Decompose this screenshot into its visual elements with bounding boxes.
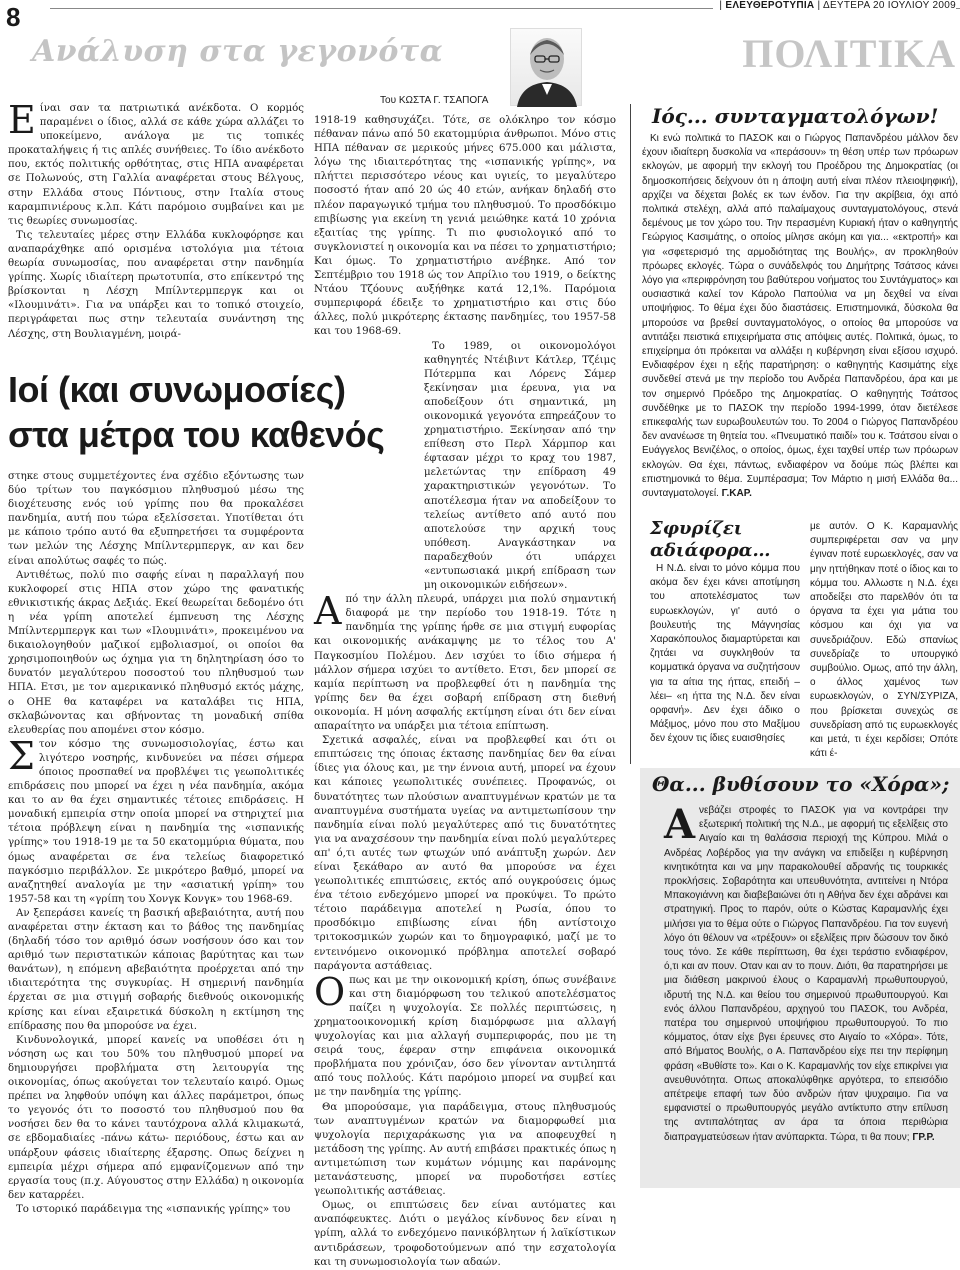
article-paragraph: Στον κόσμο της συνωμοσιολογίας, έστω και λιγότερο νοσηρής, κινδυνεύει να πέσει σήμερα όποιος προσπαθεί να προβλέψει τις γεωπολιτικές επιδράσεις που μπορεί να έχει η νέα πανδημία, ακόμα και το αν θα έχει σημαντικές τέτοιες επιδράσεις. Η μοναδική εμπειρία στην οποία μπορεί να στηριχτεί μια τέτοια πρόβλεψη είναι η πανδημία της «ισπανικής γρίπης» του 1918-19 με τα 50 εκατομμύρια θύματα, που όμως αναφέρεται σε ένα τελείως διαφορετικό παγκόσμιο περιβάλλον. Σε μικρότερο βαθμό, μπορεί να αναζητηθεί αναλογία με την «ασιατική γρίπη» του 1957-58 και τη «γρίπη του Χονγκ Κονγκ» του 1968-69. xyxy=(8,733,304,905)
article-paragraph: Το 1989, οι οικονομολόγοι καθηγητές Ντέιβιντ Κάτλερ, Τζέιμς Πότερμπα και Λόρενς Σάμερ ξεκίνησαν μια έρευνα, για να αποδείξουν ότι σημαντικά, μη οικονομικά γεγονότα επηρεάζουν το χρηματιστήριο. Ξεκίνησαν από την επίθεση στο Περλ Χάρμπορ και έφτασαν μέχρι το κραχ του 1987, μελετώντας την επίδραση 49 χαρακτηριστικών γεγονότων. Το αποτέλεσμα ήταν να αποδείξουν το τελείως αντίθετο από αυτό που αποτελούσε την αρχική τους υπόθεση. Αναγκάστηκαν να παραδεχθούν ότι υπάρχει «εντυπωσιακά μικρή επίδραση των μη οικονομικών ειδήσεων». xyxy=(424,340,616,592)
sidebar-title-hora: Θα... βυθίσουν το «Χόρα»; xyxy=(652,772,950,796)
article-paragraph: Αντιθέτως, πολύ πιο σαφής είναι η παραλλαγή που κυκλοφορεί στις ΗΠΑ στον χώρο της φανατικής εθνικιστικής άκρας Δεξιάς. Εκεί θεωρείται δεδομένο ότι η νέα γρίπη αποτελεί έμπνευση της Λέσχης Μπίλντερμπεργκ και των «Ιλουμινάτι», προκειμένου να δικαιολογηθούν μαζικοί εμβολιασμοί, οι οποίοι θα χρησιμοποιηθούν ως όχημα για τη δηλητηρίαση όσο το δυνατόν μεγαλύτερου ποσοστού του πληθυσμού των ΗΠΑ. Ετσι, με τον αμερικανικό πληθυσμό εκτός μάχης, ο ΟΗΕ θα καταφέρει να καταλάβει τις ΗΠΑ, σκλαβώνοντας και σβήνοντας τη μοναδική σπίθα ελευθερίας που απομένει στον κόσμο. xyxy=(8,569,304,736)
article-column-1-bottom xyxy=(8,470,304,1215)
drop-cap: Ε xyxy=(8,98,36,142)
section-title-politics: ΠΟΛΙΤΙΚΑ xyxy=(742,31,956,76)
headline-line-2: στα μέτρα του καθενός xyxy=(8,414,385,455)
article-paragraph: 1918-19 καθησυχάζει. Τότε, σε ολόκληρο τον κόσμο πέθαναν πάνω από 50 εκατομμύρια άνθρωποι. Μόνο στις ΗΠΑ πέθαναν σε μερικούς μήνες 675.000 και μάλιστα, λόγω της ιδιαιτερότητας της «ισπανικής γρίπης», να πλήττει περισσότερο νέους και υγιείς, το μεγαλύτερο ποσοστό ήταν από 20 ώς 40 ετών, ανήκαν δηλαδή στο πλέον παραγωγικό τμήμα του πληθυσμού. Το προσδόκιμο επιβίωσης για εκείνη τη γενιά μειώθηκε κατά 10 χρόνια εξαιτίας της γρίπης. Τι πιο φυσιολογικό από το συγκλονιστεί η οικονομία και να πέσει το χρηματιστήριο; Και όμως. Το χρηματιστήριο ανέβηκε. Από τον Σεπτέμβριο του 1918 ώς τον Απρίλιο του 1919, ο δείκτης Ντάου Τζόουνς αυξήθηκε κατά 12,1%. Παρόμοια συμπεριφορά έδειξε το χρηματιστήριο και στις δύο άλλες, πολύ μικρότερης έκτασης πανδημίες, του 1957-58 και του 1968-69. xyxy=(314,115,616,338)
article-paragraph: Θα μπορούσαμε, για παράδειγμα, στους πληθυσμούς των αναπτυγμένων κρατών να διαμορφωθεί μια ψυχολογία περιχαράκωσης για να αποφευχθεί η μετάδοση της γρίπης. Αν αυτή επιβάσει πρακτικές όπως η αντιμετώπιση των κυμάτων νόμιμης και παράνομης μετανάστευσης, μπορεί να πυροδοτήσει εστίες γεωπολιτικής αστάθειας. xyxy=(314,1101,616,1198)
article-column-2 xyxy=(314,114,616,1268)
author-signature: Γ.ΚΑΡ. xyxy=(721,488,752,500)
issue-date: ΔΕΥΤΕΡΑ 20 ΙΟΥΛΙΟΥ 2009 xyxy=(822,0,956,11)
sidebar-paragraph: Κι ενώ πολιτικά το ΠΑΣΟΚ και ο Γιώργος Παπανδρέου μάλλον δεν έχουν ιδιαίτερη δυσκολία να «περάσουν» τη θέση υπέρ των πρόωρων εκλογών, με αφορμή την εκλογή του Προέδρου της Δημοκρατίας (οι δημοσκοπήσεις δείχνουν ότι η άποψη αυτή είναι πλέον πλειοψηφική), αρχίζει να δέχεται βολές εκ των ένδον. Για την ακρίβεια, όχι από πολιτικά στελέχη, αλλά από παλαίμαχους συνταγματολόγους, στενά δεμένους με τον χώρο του. Την περασμένη Κυριακή ήταν ο καθηγητής Γεώργιος Κασιμάτης, ο οποίος μίλησε ακόμη και για... «εκτροπή» και για «σφετερισμό της αρμοδιότητας της Βουλής», αν προκληθούν πρόωρες εκλογές. Τώρα ο συνάδελφός του Δημήτρης Τσάτσος κάνει λόγο για «περιφρόνηση του βαθύτερου νοήματος του Συντάγματος» και ουσιαστικά καλεί τον Κάρολο Παπούλια να μη δεχθεί να είναι υποψήφιος. Το θέμα έχει δύο διαστάσεις. Επιστημονικά, δύσκολα θα μπορούσε να βρεθεί συνταγματολόγος, ο οποίος θα μπορούσε να αντιτάξει πειστικά επιχειρήματα στις απόψεις αυτές. Πολιτικά, όμως, το επιχείρημα ότι πρόκειται να αλλάξει η κυβέρνηση είναι εξίσου ισχυρό. Ενδιαφέρον έχει η εξής παρατήρηση: ο καθηγητής Κασιμάτης είχε συνδεθεί στενά με την περίοδο του Ανδρέα Παπανδρέου, άρα και με τον σημερινό Πρόεδρο της Δημοκρατίας. Ο καθηγητής Τσάτσος συνδέθηκε με το ΠΑΣΟΚ την περίοδο 1994-1999, όταν διετέλεσε επικεφαλής των ευρωβουλευτών του. Το 2004 ο Γιώργος Παπανδρέου δεν ανανέωσε τη θητεία του. «Πνευματικό παιδί» του κ. Τσάτσου είναι ο Ευάγγελος Βενιζέλος, ο οποίος, όμως, έχει ταχθεί υπέρ των πρόωρων εκλογών. Θα έχει, πάντως, ενδιαφέρον να δούμε πώς βλέπει και επιστημονικά το θέμα. Συμπέρασμα; Τον Μάρτιο η μισή Ελλάδα θα... συνταγματολογεί. Γ.ΚΑΡ. xyxy=(642,133,958,500)
article-column-1-top xyxy=(8,98,304,360)
author-photo xyxy=(510,28,582,106)
article-paragraph: Από την άλλη πλευρά, υπάρχει μια πολύ σημαντική διαφορά με την περίοδο του 1918-19. Τότε η πανδημία της γρίπης ήρθε σε μια στιγμή ευφορίας και οικονομικής ανάκαμψης με το τέλος του Α' Παγκοσμίου Πολέμου. Δεν ισχύει το ίδιο σήμερα ή μάλλον σήμερα ισχύει το αντίθετο. Ετσι, δεν μπορεί σε καμία περίπτωση να προβλεφθεί ότι η πανδημία της γρίπης δεν θα έχει σοβαρή επίδραση στη διεθνή οικονομία. Η μόνη ασφαλής εκτίμηση είναι ότι δεν είναι απαραίτητο να υπάρξει μια τέτοια επίπτωση. xyxy=(314,589,616,733)
paper-name: ΕΛΕΥΘΕΡΟΤΥΠΙΑ xyxy=(725,0,815,11)
article-paragraph: Το ιστορικό παράδειγμα της «ισπανικής γρίπης» του xyxy=(16,1203,291,1215)
article-paragraph: Κινδυνολογικά, μπορεί κανείς να υποθέσει ότι η νόσηση ως και του 50% του πληθυσμού μπορεί να δημιουργήσει προβλήματα στη λειτουργία της οικονομίας, όπως ακούγεται τον τελευταίο καιρό. Ομως πρέπει να ληφθούν υπόψη και άλλες παράμετροι, όπως το γεγονός ότι το ποσοστό του πληθυσμού που θα νοσήσει δεν θα το κάνει ταυτόχρονα αλλά κλιμακωτά, σε εβδομαδιαίες -πάνω κάτω- περιόδους, έστω και αν υπάρξουν φάσεις ιδιαίτερης έξαρσης. Οπως δείχνει η εμπειρία μέχρι σήμερα από εμφανίζομενων από την εργασία τους (π.χ. Αύγουστος στην Ελλάδα) η οικονομία δεν καταρρέει. xyxy=(8,1034,304,1201)
column-divider xyxy=(630,104,631,764)
drop-cap: Ο xyxy=(314,969,346,1014)
article-paragraph: Είναι σαν τα πατριωτικά ανέκδοτα. Ο κορμός παραμένει ο ίδιος, αλλά σε κάθε χώρα αλλάζει το υποκείμενο, ανάλογα με τις τοπικές προκαταλήψεις ή τις απλές συνήθειες. Το ίδιο ανέκδοτο που, εκτός πολιτικής ορθότητας, στις ΗΠΑ αναφέρεται σε Πολωνούς, στη Γαλλία αναφέρεται στους Βέλγους, στην Ελλάδα στους Πόντιους, στην Ιταλία στους καραμπινιέρους κ.λπ. Κάτι παρόμοιο συμβαίνει και με τις θεωρίες συνωμοσίας. xyxy=(8,98,304,227)
sidebar-text-whistling-right: με αυτόν. Ο Κ. Καραμανλής συμπεριφέρεται σαν να μην έγιναν ποτέ ευρωεκλογές, σαν να μην ηττήθηκαν ποτέ ο ίδιος και το κόμμα του. Αλλωστε η Ν.Δ. έχει αποδείξει στο παρελθόν ότι τα όργανα τα έχει για μάτια του κόσμου και όχι για να συνεδριάζουν. Εδώ σπανίως συνεδρίαζε το υπουργικό συμβούλιο. Ομως, από την άλλη, ο άλλος χαμένος των ευρωεκλογών, ο ΣΥΝ/ΣΥΡΙΖΑ, που βρίσκεται συνεχώς σε συνεδρίαση από τις ευρωεκλογές και μετά, τι έχει κερδίσει; Οπότε κάτι έ- xyxy=(810,521,958,760)
article-paragraph: στηκε στους συμμετέχοντες ένα σχέδιο εξόντωσης των δύο τρίτων του παγκόσμιου πληθυσμού μέσω της διοχέτευσης ενός ιού γρίπης που θα προκαλέσει πανδημία, αυτή που τώρα εξελίσσεται. Υποτίθεται ότι με κάποιο τρόπο αυτό θα εξυπηρετήσει τα συμφέροντα των μελών της Λέσχης Μπίλντερμπεργκ, αν και δεν είναι απολύτως σαφές το πώς. xyxy=(8,471,304,567)
section-title-analysis: Ανάλυση στα γεγονότα xyxy=(32,34,444,69)
article-paragraph: Τις τελευταίες μέρες στην Ελλάδα κυκλοφόρησε και αναπαράχθηκε από ορισμένα ιστολόγια μια τέτοια θεωρία συνωμοσίας, που αναφέρεται στην πανδημία γρίπης. Χωρίς ιδιαίτερη πρωτοτυπία, στο επίκεντρό της βρίσκονται η Λέσχη Μπίλντερμπεργκ και οι «Ιλουμινάτι». Για να υπάρξει και το τοπικό στοιχείο, περιγράφεται πως στην τελευταία συνάντηση της Λέσχης, στη Βουλιαγμένη, μοιρά- xyxy=(8,229,304,340)
article-paragraph: Οπως και με την οικονομική κρίση, όπως συνέβαινε και στη διαμόρφωση του τελικού αποτελέσματος παίζει η ψυχολογία. Σε πολλές περιπτώσεις, η χρηματοοικονομική κρίση διαμόρφωσε μια αλλαγή ψυχολογίας και μια αλλαγή συμπεριφοράς, που με τη σειρά τους, έφεραν στην επιφάνεια οικονομικά προβλήματα που χρόνιζαν, όσο δεν γίνονταν αντιληπτά από τους πολλούς. Κάτι παρόμοιο μπορεί να συμβεί και με την πανδημία της γρίπης. xyxy=(314,969,616,1099)
article-paragraph: Σχετικά ασφαλές, είναι να προβλεφθεί και ότι οι επιπτώσεις της όποιας έκτασης πανδημίας δεν θα είναι ίδιες για όλους και, με την έννοια αυτή, μπορεί να έχουν και κάποιες γεωπολιτικές συνέπειες. Προφανώς, οι δυνατότητες των πλούσιων αναπτυγμένων κρατών με τα αναπτυγμένα συστήματα υγείας να αντιμετωπίσουν την πανδημία είναι πολύ μεγαλύτερες από τις δυνατότητες για να αναχσέσουν την πανδημία είναι πολύ μεγαλύτερες απ' ό,τι αυτές των φτωχών υπό ανάπτυξη χωρών. Δεν είναι ξεκάθαρο αν αυτό θα μπορούσε να έχει γεωπολιτικές επιπτώσεις, εκτός από ουγκρούσεις όμως ένα τέτοιο ενδεχόμενο μπορεί να προκύψει. Το πρώτο τέτοιο παράδειγμα αποτελεί η Ρωσία, όπου το προσδόκιμο επιβίωσης είναι ήδη αντίστοιχο τριτοκοσμικών χωρών και το δημογραφικό, μαζί με το εντεινόμενο οικονομικό πρόβλημα αποτελεί σοβαρό παράγοντα αστάθειας. xyxy=(314,735,616,972)
sidebar-paragraph: Ανεβάζει στροφές το ΠΑΣΟΚ για να κοντράρει την εξωτερική πολιτική της Ν.Δ., με αφορμή τις εξελίξεις στο Αιγαίο και τη θαλάσσια περιοχή της Κύπρου. Μιλά ο Ανδρέας Λοβέρδος για την ανάγκη να επιδείξει η κυβέρνηση κινητικότητα και να μην παρακολουθεί αδρανής τις τουρκικές προκλήσεις. Σοβαρότητα και υπευθυνότητα, αντιτείνει η Ντόρα Μπακογιάννη και διαβεβαιώνει ότι η Αθήνα δεν έχει αδράνει και στρατηγική. Προς το παρόν, ούτε ο Κώστας Καραμανλής έχει μιλήσει για το θέμα ούτε ο Γιώργος Παπανδρέου. Για τον ευγενή λόγο ότι θέλουν να «τρέξουν» οι εξελίξεις πριν δώσουν τον δικό τους τόνο. Σε κάθε περίπτωση, θα έχει τεράστιο ενδιαφέρον, ό,τι και αν πουν. Οταν και αν το πουν. Διότι, θα παρατηρήσει με μια διάθεση μακρινού έλους ο Καραμανλή πρωθυπουργού, ιδρυτή της Ν.Δ. και θείου του σημερινού πρωθυπουργού. Και ενός άλλου Παπανδρέου, αρχηγού του ΠΑΣΟΚ, του Ανδρέα, πατέρα του σημερινού υποψήφιου πρωθυπουργού. Το πιο κόμματος, όταν είχε βγει έρευνες στο Αιγαίο το «Χόρα». Τότε, από Βήματος Βουλής, ο Α. Παπανδρέου είχε πει την περίφημη φράση «Βυθίστε το». Και ο Κ. Καραμανλής τον είχε επικρίνει για ανευθυνότητα. Οπως αποκαλύφθηκε αργότερα, το επεισόδιο απέτρεψε επαφή των δύο ανδρών ήταν ψυχραιμο. Για να εμφανιστεί ο πρωθυπουργός μεγάλο αντίκτυπο στην επίλυση της αντιπαλότητας αν άρα τα όποια περιθώρια διαπραγματεύσεων ήταν ανύπαρκτα. Τώρα, τι θα πουν; ΓΡ.Ρ. xyxy=(664,801,948,1143)
headline-line-1: Ιοί (και συνωμοσίες) xyxy=(8,369,346,410)
sidebar-text-constitution xyxy=(642,132,958,506)
sidebar-text-whistling-left: Η Ν.Δ. είναι το μόνο κόμμα που ακόμα δεν έχει κάνει αποτίμηση του αποτελέσματος των ευρωεκλογών, γι' αυτό ο βουλευτής της Μάγνησίας Χαρακόπουλος διαμαρτύρεται και ζητάει να συγκληθούν τα κομματικά όργανα να συζητήσουν για τα αίτια της ήττας, επειδή –λέει– «η ήττα της Ν.Δ. δεν είναι ορφανή». Δεν έχει άδικο ο Μάξιμος, μόνο που στο Μαξίμου δεν έχουν τις ίδιες ευαισθησίες xyxy=(650,563,800,745)
sidebar-text-hora xyxy=(664,801,948,1186)
author-signature: ΓΡ.Ρ. xyxy=(912,1131,935,1143)
byline: Του ΚΩΣΤΑ Γ. ΤΣΑΠΟΓΑ xyxy=(380,95,489,106)
drop-cap: Α xyxy=(664,801,696,848)
article-paragraph: Ομως, οι επιπτώσεις δεν είναι αυτόματες και αναπόφευκτες. Διότι ο μεγάλος κίνδυνος δεν είναι η γρίπη, αλλά το ενδεχόμενο πανικόβλητων ή λαϊκίστικων αντιδράσεων, τροφοδοτούμενων από την εσχατολογία και τη συνωμοσιολογία των αδαών. xyxy=(314,1200,616,1268)
drop-cap: Σ xyxy=(8,733,35,778)
page-number: 8 xyxy=(6,2,21,32)
drop-cap: Α xyxy=(314,589,342,634)
article-paragraph: Αν ξεπεράσει κανείς τη βασική αβεβαιότητα, αυτή που αναφέρεται στην έκταση και το βάθος της πανδημίας (δηλαδή τόσο τον αριθμό όσων νοσήσουν όσο και τον αριθμό των περιστατικών κάποιας βαρύτητας και των θανάτων), η επόμενη αβεβαιότητα προέρχεται από την ιδιαιτερότητα της συγκυρίας. Η σημερινή πανδημία έρχεται σε μια στιγμή σοβαρής διεθνούς οικονομικής κρίσης και είναι εξαιρετικά δύσκολη η εκτίμηση της επίδρασης που θα μπορούσε να έχει. xyxy=(8,907,304,1032)
sidebar-title-constitution: Ιός... συνταγματολόγων! xyxy=(652,104,939,128)
masthead-info: | ΕΛΕΥΘΕΡΟΤΥΠΙΑ | ΔΕΥΤΕΡΑ 20 ΙΟΥΛΙΟΥ 2009 xyxy=(713,0,956,11)
sidebar-title-whistling: Σφυρίζει αδιάφορα… xyxy=(650,518,771,561)
